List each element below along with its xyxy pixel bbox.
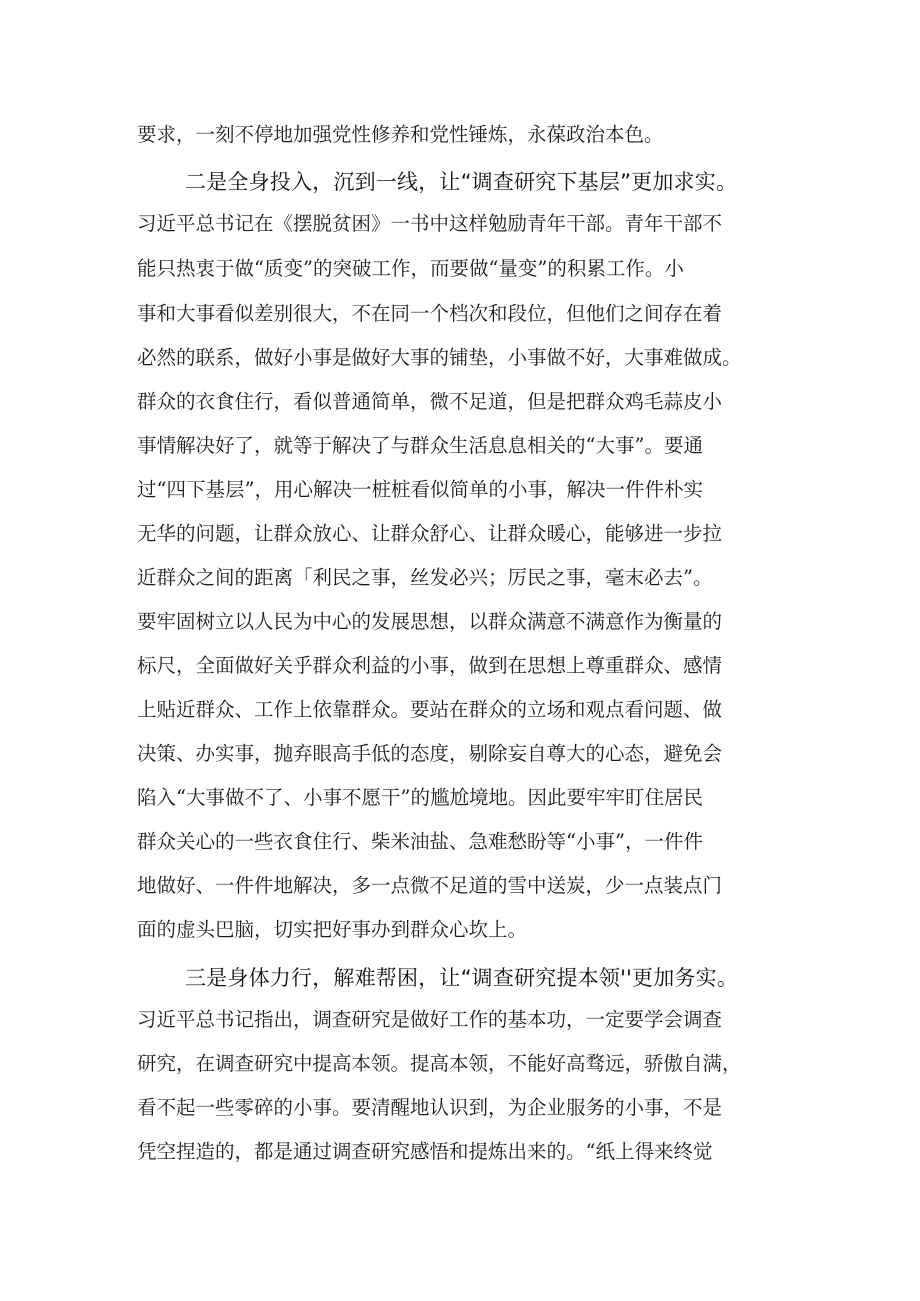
paragraph-line: 陷入“大事做不了、小事不愿干”的尴尬境地。因此要牢牢盯住居民 (137, 786, 703, 809)
paragraph-line: 要求，一刻不停地加强党性修养和党性锤炼，永葆政治本色。 (137, 123, 664, 146)
paragraph-line: 决策、办实事，抛弃眼高手低的态度，剔除妄自尊大的心态，避免会 (137, 742, 723, 765)
paragraph-line: 必然的联系，做好小事是做好大事的铺垫，小事做不好，大事难做成。 (137, 346, 742, 369)
paragraph-line: 群众关心的一些衣食住行、柴米油盐、急难愁盼等“小事”，一件件 (137, 830, 703, 853)
paragraph-line: 事情解决好了，就等于解决了与群众生活息息相关的“大事”。要通 (137, 434, 703, 457)
section-heading-3: 三是身体力行，解难帮困，让“调查研究提本领''更加务实。 (185, 966, 739, 990)
paragraph-line: 面的虚头巴脑，切实把好事办到群众心坎上。 (137, 918, 528, 941)
paragraph-line: 过“四下基层”，用心解决一桩桩看似简单的小事，解决一件件朴实 (137, 478, 703, 501)
paragraph-line: 上贴近群众、工作上依靠群众。要站在群众的立场和观点看问题、做 (137, 698, 723, 721)
paragraph-line: 近群众之间的距离「利民之事，丝发必兴；厉民之事，毫末必去”。 (137, 566, 713, 589)
paragraph-line: 看不起一些零碎的小事。要清醒地认识到，为企业服务的小事，不是 (137, 1096, 723, 1119)
paragraph-line: 要牢固树立以人民为中心的发展思想，以群众满意不满意作为衡量的 (137, 610, 723, 633)
paragraph-line: 凭空捏造的，都是通过调查研究感悟和提炼出来的。“纸上得来终觉 (137, 1140, 713, 1163)
paragraph-line: 事和大事看似差别很大，不在同一个档次和段位，但他们之间存在着 (137, 302, 723, 325)
paragraph-line: 能只热衷于做“质变”的突破工作，而要做“量变”的积累工作。小 (137, 257, 684, 280)
paragraph-line: 无华的问题，让群众放心、让群众舒心、让群众暖心，能够进一步拉 (137, 522, 723, 545)
paragraph-line: 研究，在调查研究中提高本领。提高本领，不能好高骛远，骄傲自满， (137, 1052, 742, 1075)
paragraph-line: 标尺，全面做好关乎群众利益的小事，做到在思想上尊重群众、感情 (137, 654, 723, 677)
paragraph-line: 习近平总书记在《摆脱贫困》一书中这样勉励青年干部。青年干部不 (137, 212, 723, 235)
paragraph-line: 地做好、一件件地解决，多一点微不足道的雪中送炭，少一点装点门 (137, 874, 723, 897)
paragraph-line: 习近平总书记指出，调查研究是做好工作的基本功，一定要学会调查 (137, 1008, 723, 1031)
section-heading-2: 二是全身投入，沉到一线，让“调查研究下基层”更加求实。 (185, 170, 738, 194)
paragraph-line: 群众的衣食住行，看似普通简单，微不足道，但是把群众鸡毛蒜皮小 (137, 390, 723, 413)
